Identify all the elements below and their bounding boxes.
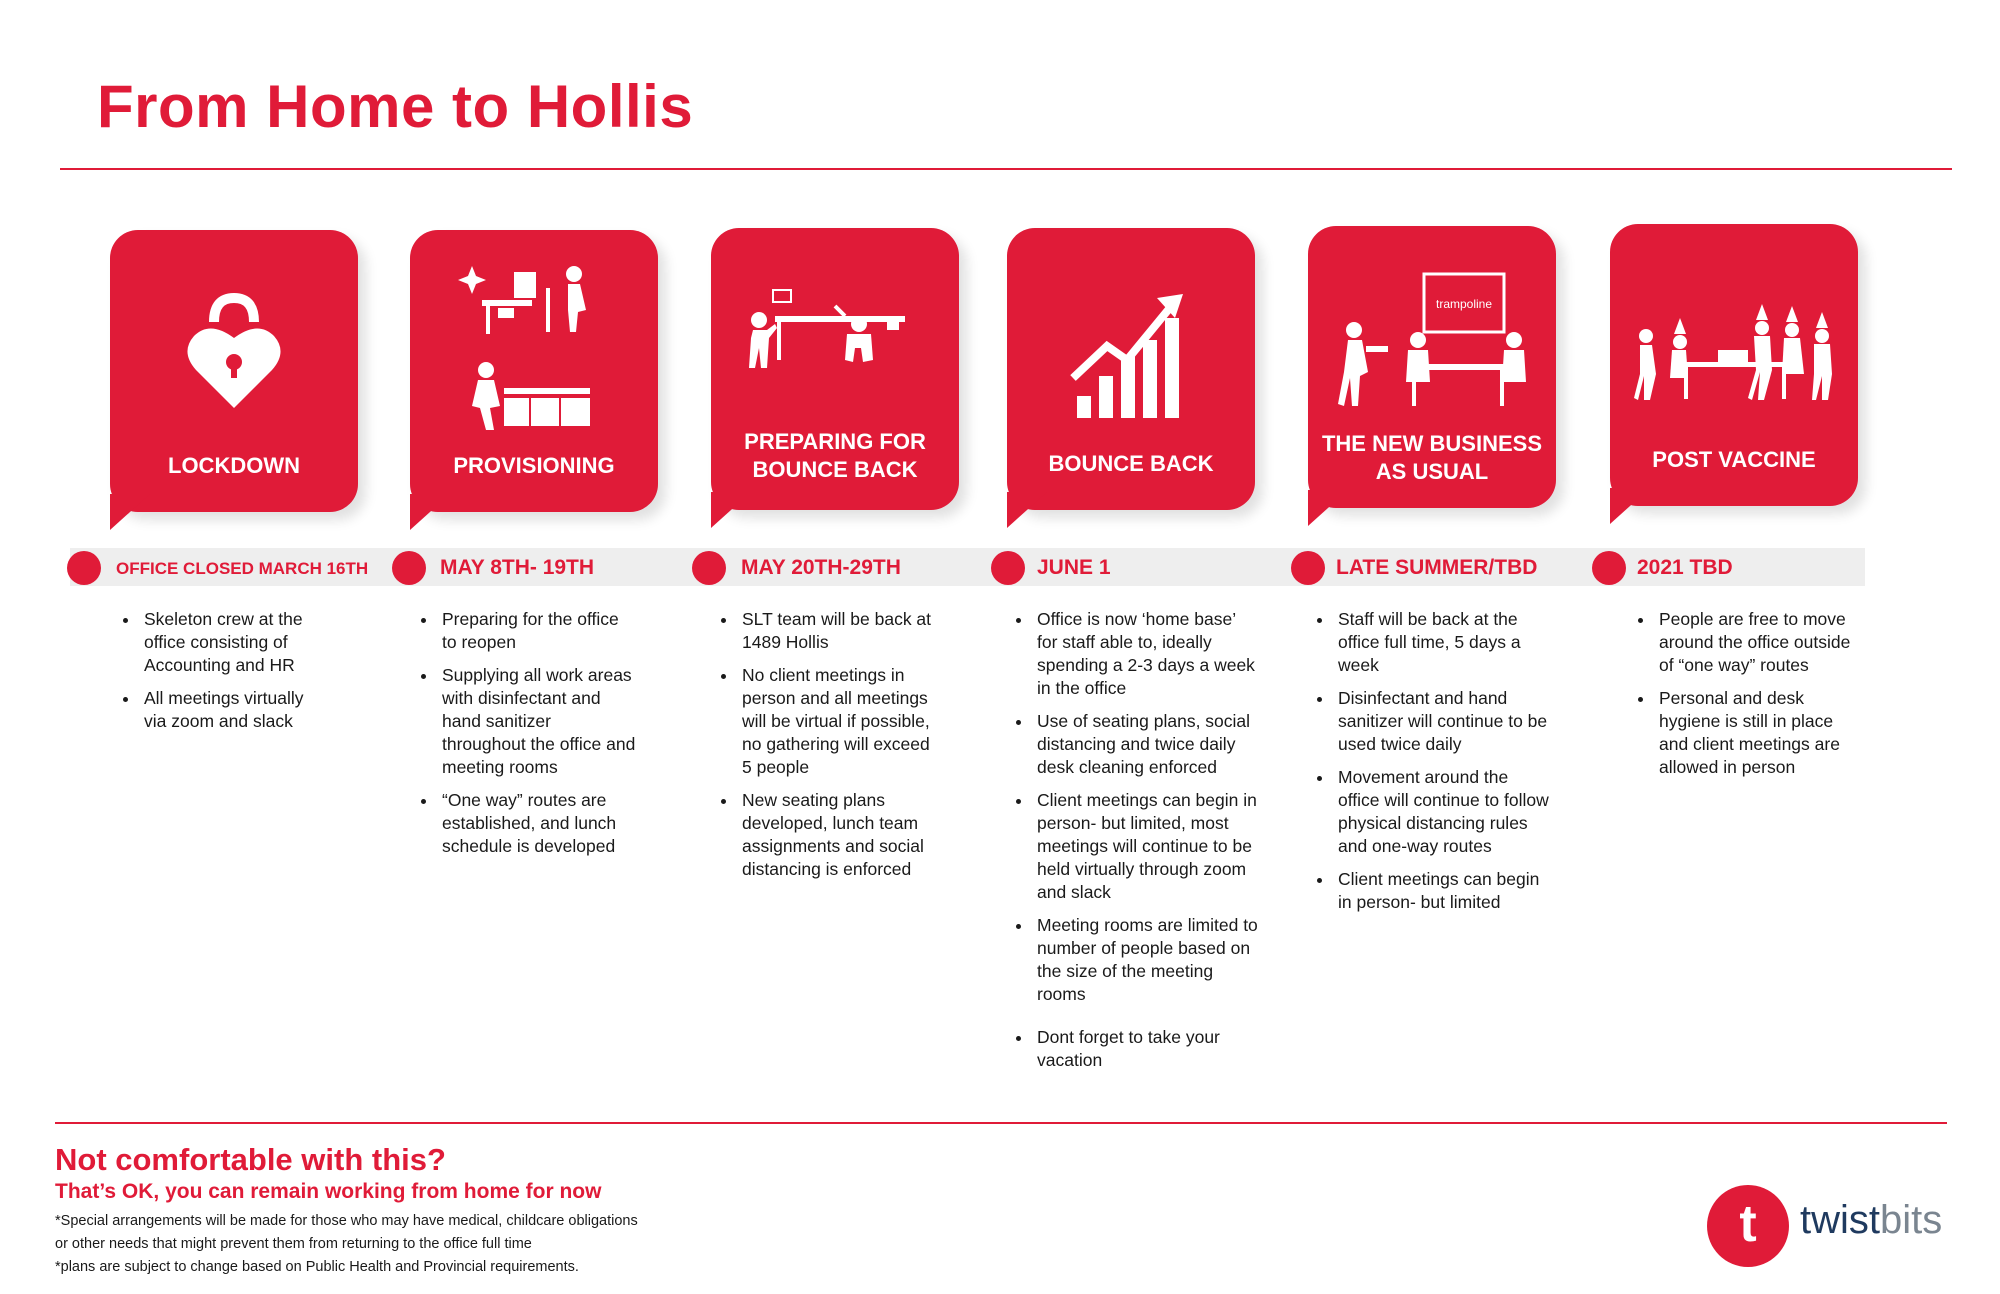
timeline-dot (67, 551, 101, 585)
stage-bullets-new-business (1306, 608, 1549, 924)
stage-date: 2021 TBD (1637, 556, 1733, 579)
top-divider (60, 168, 1952, 170)
stage-label (1308, 430, 1556, 486)
stage-label: LOCKDOWN (168, 453, 300, 478)
brand-logo-word: bits (1880, 1198, 1943, 1242)
footer-heading: Not comfortable with this? (55, 1142, 446, 1177)
list-item: • All meetings virtually via zoom and slack (140, 687, 320, 733)
list-item: • Preparing for the office to reopen (438, 608, 638, 654)
footer-note: *Special arrangements will be made for those who may have medical, childcare obligations (55, 1213, 638, 1229)
list-item: • SLT team will be back at 1489 Hollis (738, 608, 938, 654)
stage-label-line: AS USUAL (1375, 459, 1489, 484)
list-item: • People are free to move around the office outside of “one way” routes (1655, 608, 1855, 677)
stage-card (1610, 224, 1858, 506)
stage-label-line: PREPARING FOR (744, 429, 926, 454)
stage-date: MAY 20TH-29TH (741, 556, 901, 579)
brand-logo-word: twist (1800, 1198, 1880, 1242)
footer-note: or other needs that might prevent them from returning to the office full time (55, 1236, 532, 1252)
timeline-dot (1592, 551, 1626, 585)
stage-card (1007, 228, 1255, 510)
stage-bullets-post-vaccine (1627, 608, 1855, 789)
stage-label-line: THE NEW BUSINESS (1321, 431, 1543, 456)
stage-label-line: BOUNCE BACK (752, 457, 918, 482)
stage-date: LATE SUMMER/TBD (1336, 556, 1538, 579)
footer-subheading: That’s OK, you can remain working from home for now (55, 1180, 602, 1203)
timeline-dot (991, 551, 1025, 585)
stage-card (711, 228, 959, 510)
stage-bullets-bounce-back (1005, 608, 1258, 1082)
stage-bullets-provisioning (410, 608, 638, 868)
list-item: • Client meetings can begin in person- but limited (1334, 868, 1549, 914)
list-item: • Personal and desk hygiene is still in place and client meetings are allowed in person (1655, 687, 1855, 779)
footer-note: *plans are subject to change based on Public Health and Provincial requirements. (55, 1259, 579, 1275)
list-item: • Dont forget to take your vacation (1033, 1026, 1258, 1072)
list-item: • Skeleton crew at the office consisting of Accounting and HR (140, 608, 320, 677)
list-item: • Movement around the office will continue to follow physical distancing rules and one-way routes (1334, 766, 1549, 858)
list-item: • Staff will be back at the office full time, 5 days a week (1334, 608, 1549, 677)
list-item: • Supplying all work areas with disinfectant and hand sanitizer throughout the office and meeting rooms (438, 664, 638, 779)
stage-card (410, 230, 658, 512)
stage-label: PROVISIONING (453, 453, 615, 478)
stage-card (110, 230, 358, 512)
screen-brand-text: trampoline (1435, 297, 1493, 311)
stage-label: BOUNCE BACK (1048, 451, 1214, 476)
list-item: • Meeting rooms are limited to number of people based on the size of the meeting rooms (1033, 914, 1258, 1006)
list-item: • New seating plans developed, lunch team assignments and social distancing is enforced (738, 789, 938, 881)
bottom-divider (55, 1122, 1947, 1124)
stage-date: JUNE 1 (1037, 556, 1111, 579)
stage-bullets-lockdown (112, 608, 320, 743)
stage-bullets-preparing (710, 608, 938, 891)
brand-logo-text (1800, 1198, 1942, 1243)
list-item: • Disinfectant and hand sanitizer will continue to be used twice daily (1334, 687, 1549, 756)
list-item: • “One way” routes are established, and lunch schedule is developed (438, 789, 638, 858)
page-title: From Home to Hollis (97, 73, 694, 140)
timeline-dot (392, 551, 426, 585)
list-item: • Office is now ‘home base’ for staff able to, ideally spending a 2-3 days a week in the office (1033, 608, 1258, 700)
stage-card (1308, 226, 1556, 508)
timeline-dot (692, 551, 726, 585)
list-item: • No client meetings in person and all meetings will be virtual if possible, no gathering will exceed 5 people (738, 664, 938, 779)
stage-date: OFFICE CLOSED MARCH 16TH (116, 559, 369, 578)
list-item: • Use of seating plans, social distancing and twice daily desk cleaning enforced (1033, 710, 1258, 779)
brand-logo-mark: t (1707, 1185, 1789, 1267)
timeline-dot (1291, 551, 1325, 585)
stage-label: POST VACCINE (1652, 447, 1816, 472)
list-item: • Client meetings can begin in person- but limited, most meetings will continue to be held virtually through zoom and slack (1033, 789, 1258, 904)
stage-date: MAY 8TH- 19TH (440, 556, 595, 579)
stage-label (711, 428, 959, 484)
